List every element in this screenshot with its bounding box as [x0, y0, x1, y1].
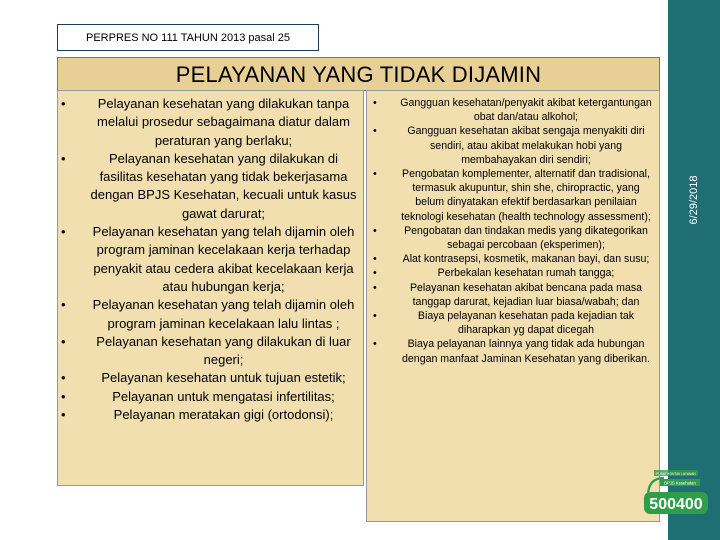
list-item-text: Pelayanan kesehatan yang dilakukan tanpa melalui prosedur sebagaimana diatur dalam peraturan yang berlaku; — [97, 96, 350, 148]
reference-label: PERPRES NO 111 TAHUN 2013 pasal 25 — [85, 31, 290, 44]
bullet-icon: • — [373, 168, 377, 181]
list-item — [61, 406, 357, 424]
bullet-icon: • — [61, 370, 66, 386]
bullet-icon: • — [61, 224, 66, 240]
bullet-icon: • — [373, 97, 377, 109]
list-item — [373, 281, 653, 309]
bullet-icon: • — [61, 388, 66, 404]
list-item-text: Pelayanan kesehatan yang dilakukan di luar negeri; — [96, 333, 351, 368]
left-bullet-list — [58, 91, 363, 424]
list-item-text: Alat kontrasepsi, kosmetik, makanan bayi, dan susu; — [402, 253, 650, 266]
left-panel — [57, 90, 364, 486]
bullet-icon: • — [373, 338, 377, 351]
list-item-text: Gangguan kesehatan/penyakit akibat ketergantungan obat dan/atau alkohol; — [400, 97, 652, 124]
list-item-text: Pelayanan kesehatan yang telah dijamin oleh program jaminan kecelakaan lalu lintas ; — [92, 297, 355, 331]
slide-date: 6/29/2018 — [688, 175, 700, 225]
list-item-text: Pengobatan dan tindakan medis yang dikategorikan sebagai percobaan (eksperimen); — [404, 224, 648, 252]
list-item — [61, 95, 357, 150]
list-item — [61, 223, 357, 296]
title-bar — [57, 57, 660, 91]
list-item — [61, 333, 357, 370]
list-item — [61, 150, 357, 223]
list-item-text: Pelayanan kesehatan yang telah dijamin oleh program jaminan kecelakaan kerja terhadap penyakit atau cedera akibat kecelakaan kerja atau hubungan kerja; — [92, 224, 355, 294]
list-item-text: Perbekalan kesehatan rumah tangga; — [437, 267, 615, 280]
slide-title: PELAYANAN YANG TIDAK DIJAMIN — [175, 62, 542, 87]
bullet-icon: • — [373, 267, 377, 280]
list-item — [373, 124, 653, 167]
right-panel — [366, 90, 660, 522]
list-item-text: Pelayanan kesehatan akibat bencana pada masa tanggap darurat, kejadian luar biasa/wabah; dan — [409, 281, 643, 308]
logo-line1: PUSAT KONTAK LAYANAN — [656, 472, 696, 476]
right-bullet-list — [367, 91, 659, 366]
bullet-icon: • — [373, 253, 377, 266]
list-item — [61, 388, 357, 406]
bpjs-contact-logo — [640, 468, 712, 520]
bullet-icon: • — [61, 96, 66, 111]
list-item-text: Pelayanan kesehatan untuk tujuan estetik; — [101, 370, 346, 386]
bullet-icon: • — [61, 150, 66, 166]
list-item — [61, 296, 357, 333]
list-item-text: Gangguan kesehatan akibat sengaja menyakiti diri sendiri, atau akibat melakukan hobi yang membahayakan diri sendiri; — [407, 125, 645, 166]
list-item-text: Pengobatan komplementer, alternatif dan tradisional, termasuk akupuntur, shin she, chiropractic, yang belum dinyatakan efektif berdasarkan penilaian teknologi kesehatan (health technology assessment); — [401, 168, 651, 223]
list-item — [373, 266, 653, 280]
list-item-text: Pelayanan kesehatan yang dilakukan di fasilitas kesehatan yang tidak bekerjasama dengan BPJS Kesehatan, kecuali untuk kasus gawat darurat; — [90, 150, 357, 221]
bullet-icon: • — [373, 310, 377, 323]
list-item-text: Biaya pelayanan kesehatan pada kejadian tak diharapkan yg dapat dicegah — [417, 310, 635, 337]
list-item-text: Pelayanan meratakan gigi (ortodonsi); — [113, 407, 334, 423]
list-item — [373, 252, 653, 266]
bullet-icon: • — [61, 297, 66, 313]
bullet-icon: • — [373, 224, 377, 237]
list-item — [373, 337, 653, 365]
bullet-icon: • — [373, 281, 377, 294]
list-item — [61, 369, 357, 387]
list-item-text: Pelayanan untuk mengatasi infertilitas; — [112, 388, 335, 404]
logo-number: 500400 — [649, 496, 703, 513]
list-item — [373, 167, 653, 224]
list-item — [373, 96, 653, 124]
bullet-icon: • — [373, 125, 377, 138]
list-item-text: Biaya pelayanan lainnya yang tidak ada hubungan dengan manfaat Jaminan Kesehatan yang diberikan. — [402, 338, 650, 365]
reference-box — [57, 24, 319, 51]
bullet-icon: • — [61, 407, 66, 423]
bullet-icon: • — [61, 333, 66, 349]
list-item — [373, 309, 653, 337]
logo-line2: BPJS Kesehatan — [664, 480, 696, 486]
list-item — [373, 224, 653, 252]
sidebar-strip — [668, 0, 720, 540]
